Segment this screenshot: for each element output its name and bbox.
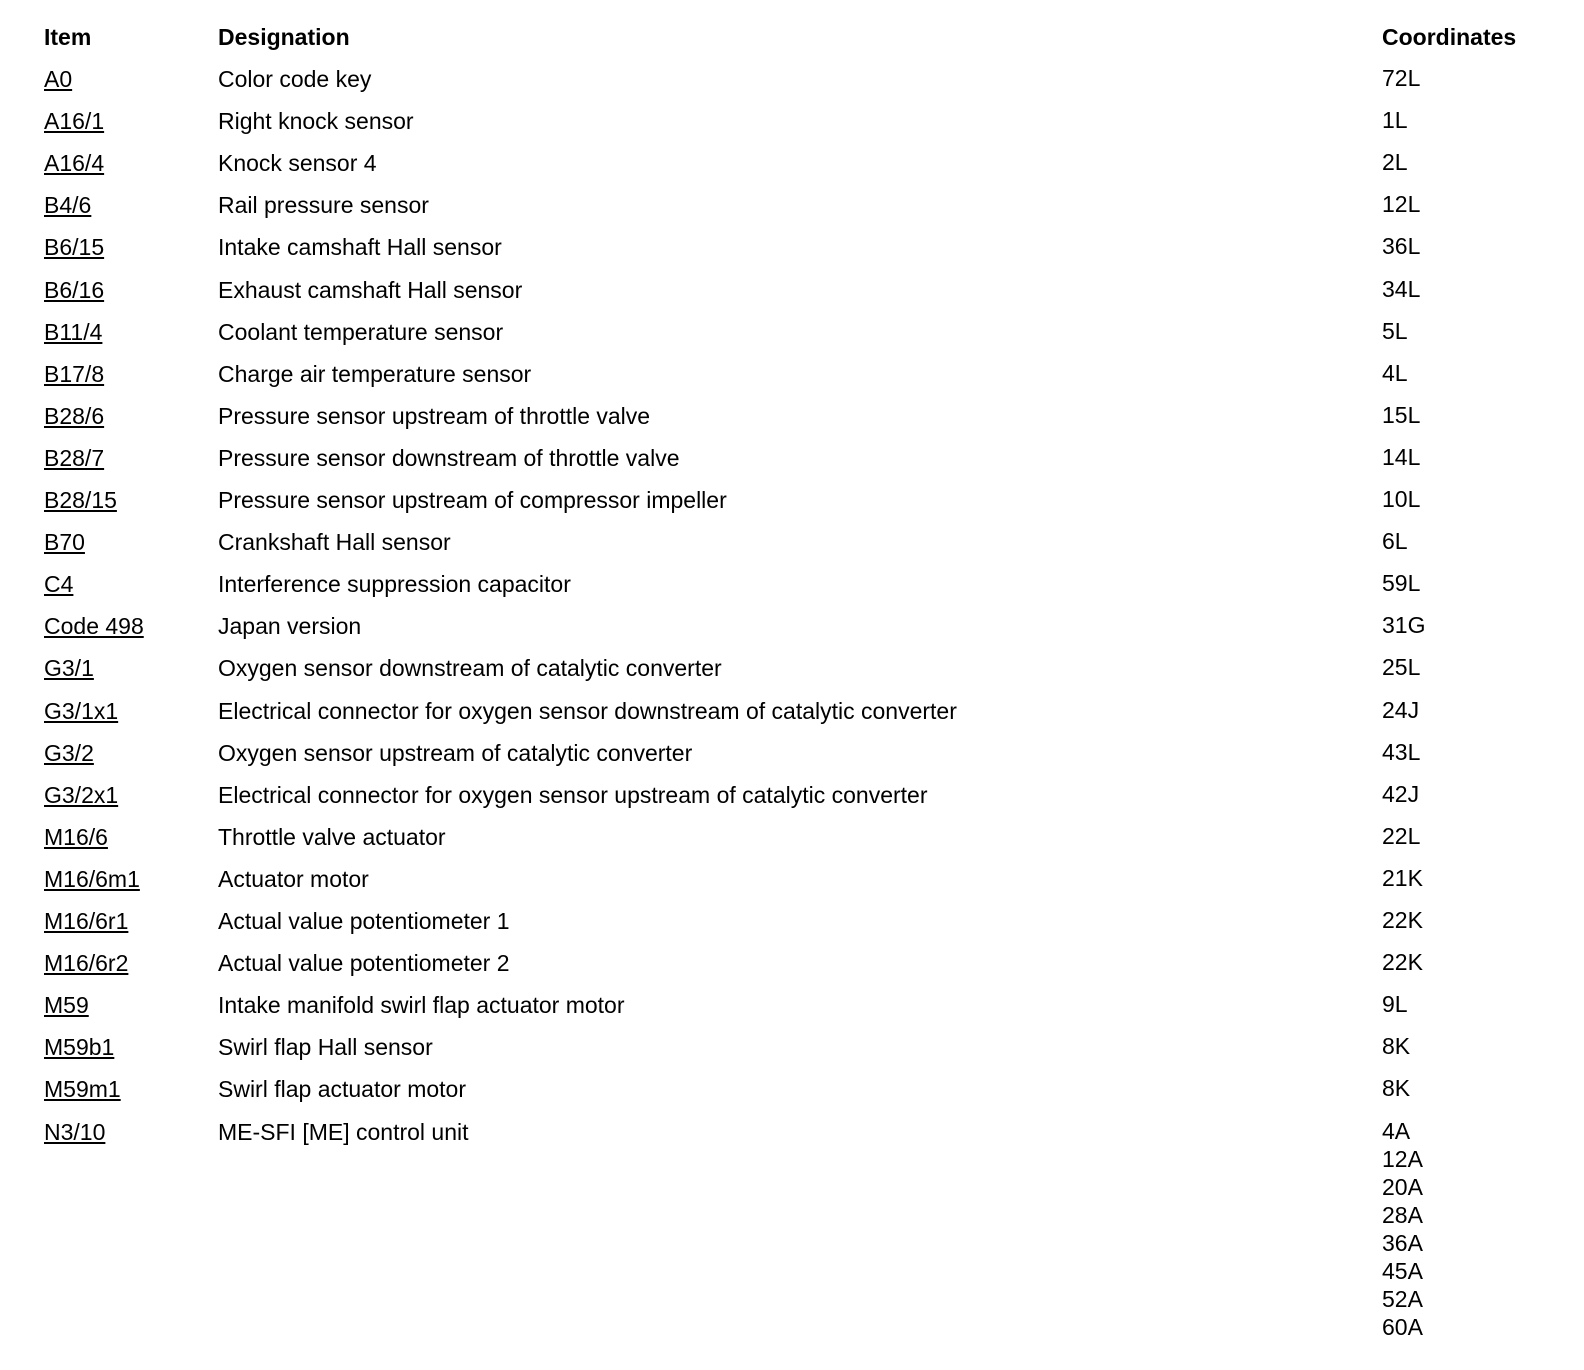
table-row	[0, 611, 1584, 653]
table-header-row	[0, 22, 1584, 64]
item-link[interactable]: B6/15	[44, 234, 105, 261]
coordinates-cell	[1382, 443, 1420, 471]
coordinate-value: 22K	[1382, 949, 1423, 976]
coordinates-cell	[1382, 64, 1420, 92]
designation-cell: ME-SFI [ME] control unit	[218, 1118, 469, 1145]
item-cell	[44, 990, 89, 1020]
coordinate-value: 28A	[1382, 1201, 1423, 1228]
coordinate-value: 12L	[1382, 191, 1421, 218]
header-item: Item	[44, 24, 92, 50]
item-cell	[44, 569, 73, 599]
designation-cell: Pressure sensor upstream of throttle valve	[218, 402, 651, 429]
coordinate-value: 45A	[1382, 1257, 1423, 1284]
coordinate-value: 31G	[1382, 612, 1426, 639]
item-cell	[44, 1074, 121, 1104]
coordinates-cell	[1382, 106, 1408, 134]
designation-cell: Oxygen sensor downstream of catalytic converter	[218, 655, 722, 682]
item-link[interactable]: A0	[44, 66, 73, 92]
coordinate-value: 4L	[1382, 359, 1408, 386]
item-link[interactable]: G3/1x1	[44, 697, 119, 724]
coordinate-value: 43L	[1382, 738, 1421, 765]
item-link[interactable]: G3/2	[44, 739, 94, 766]
coordinate-value: 1L	[1382, 107, 1408, 134]
item-cell	[44, 948, 128, 978]
coordinate-value: 59L	[1382, 570, 1421, 597]
designation-cell: Pressure sensor downstream of throttle valve	[218, 444, 680, 471]
coordinates-cell	[1382, 780, 1419, 808]
coordinate-value: 60A	[1382, 1313, 1423, 1340]
designation-cell: Oxygen sensor upstream of catalytic converter	[218, 739, 693, 766]
item-cell	[44, 359, 104, 389]
coordinate-value: 5L	[1382, 317, 1408, 344]
table-row	[0, 653, 1584, 695]
designation-cell: Interference suppression capacitor	[218, 571, 571, 598]
item-link[interactable]: M59b1	[44, 1034, 115, 1061]
designation-cell: Intake camshaft Hall sensor	[218, 234, 502, 261]
coordinates-cell	[1382, 738, 1420, 766]
item-link[interactable]: N3/10	[44, 1118, 106, 1145]
designation-cell: Electrical connector for oxygen sensor upstream of catalytic converter	[218, 781, 928, 808]
item-link[interactable]: B11/4	[44, 318, 103, 345]
item-link[interactable]: G3/1	[44, 655, 94, 682]
coordinates-cell	[1382, 527, 1408, 555]
item-cell	[44, 1032, 114, 1062]
coordinate-value: 72L	[1382, 65, 1421, 91]
designation-cell: Actual value potentiometer 1	[218, 908, 510, 934]
designation-cell: Swirl flap Hall sensor	[218, 1034, 433, 1061]
coordinate-value: 2L	[1382, 149, 1408, 176]
item-cell	[44, 822, 108, 852]
header-coordinates: Coordinates	[1382, 24, 1517, 50]
table-row	[0, 485, 1584, 527]
coordinates-cell	[1382, 232, 1420, 260]
coordinates-cell	[1382, 906, 1423, 934]
item-cell	[44, 653, 94, 683]
coordinate-value: 42J	[1382, 780, 1420, 807]
designation-cell: Color code key	[218, 66, 372, 92]
coordinate-value: 10L	[1382, 486, 1421, 512]
coordinates-cell	[1382, 359, 1408, 387]
table-row	[0, 401, 1584, 443]
coordinate-value: 20A	[1382, 1173, 1423, 1200]
item-link[interactable]: M16/6r1	[44, 908, 129, 934]
coordinates-cell	[1382, 148, 1408, 176]
designation-cell: Japan version	[218, 613, 362, 640]
item-cell	[44, 485, 117, 515]
designation-cell: Throttle valve actuator	[218, 823, 446, 850]
table-row	[0, 948, 1584, 990]
item-link[interactable]: B4/6	[44, 192, 92, 219]
designation-cell: Intake manifold swirl flap actuator motor	[218, 992, 625, 1019]
designation-cell: Electrical connector for oxygen sensor downstream of catalytic converter	[218, 697, 957, 724]
item-cell	[44, 64, 72, 94]
item-cell	[44, 443, 104, 473]
item-link[interactable]: M16/6m1	[44, 865, 140, 892]
table-row	[0, 106, 1584, 148]
designation-cell: Pressure sensor upstream of compressor impeller	[218, 487, 727, 513]
coordinates-cell	[1382, 990, 1408, 1018]
item-link[interactable]: Code 498	[44, 613, 144, 640]
item-link[interactable]: B28/15	[44, 487, 117, 513]
designation-cell: Swirl flap actuator motor	[218, 1076, 466, 1103]
item-cell	[44, 906, 128, 936]
item-link[interactable]: B17/8	[44, 360, 105, 387]
coordinates-cell	[1382, 1032, 1410, 1060]
table-row	[0, 317, 1584, 359]
coordinates-cell	[1382, 190, 1420, 218]
designation-cell: Coolant temperature sensor	[218, 318, 504, 345]
item-link[interactable]: M16/6	[44, 823, 108, 850]
item-cell	[44, 190, 91, 220]
coordinates-cell	[1382, 401, 1420, 429]
coordinate-value: 14L	[1382, 443, 1421, 470]
designation-cell: Crankshaft Hall sensor	[218, 529, 451, 556]
coordinates-cell	[1382, 864, 1423, 892]
designation-cell: Exhaust camshaft Hall sensor	[218, 276, 523, 303]
item-cell	[44, 738, 94, 768]
table-row	[0, 232, 1584, 274]
coordinate-value: 36L	[1382, 233, 1421, 260]
designation-cell: Charge air temperature sensor	[218, 360, 532, 387]
item-link[interactable]: G3/2x1	[44, 781, 119, 808]
coordinate-value: 8K	[1382, 1033, 1411, 1060]
coordinate-value: 21K	[1382, 864, 1423, 891]
coordinate-value: 22K	[1382, 907, 1423, 933]
table-row	[0, 148, 1584, 190]
header-designation: Designation	[218, 24, 350, 50]
item-cell	[44, 864, 140, 894]
coordinates-cell	[1382, 485, 1420, 513]
coordinate-value: 4A	[1382, 1117, 1411, 1144]
coordinate-value: 8K	[1382, 1075, 1411, 1102]
table-row	[0, 864, 1584, 906]
coordinates-cell	[1382, 653, 1420, 681]
table-row	[0, 1032, 1584, 1074]
coordinate-value: 36A	[1382, 1229, 1423, 1256]
table-row	[0, 359, 1584, 401]
table-row	[0, 822, 1584, 864]
item-cell	[44, 527, 85, 557]
table-row	[0, 64, 1584, 106]
item-link[interactable]: B6/16	[44, 276, 105, 303]
designation-cell: Knock sensor 4	[218, 150, 377, 177]
item-link[interactable]: A16/1	[44, 108, 105, 135]
coordinate-value: 6L	[1382, 528, 1408, 555]
item-cell	[44, 401, 104, 431]
table-row	[0, 275, 1584, 317]
table-row	[0, 527, 1584, 569]
table-row	[0, 569, 1584, 611]
item-link[interactable]: B28/7	[44, 444, 105, 471]
coordinates-cell	[1382, 822, 1420, 850]
item-cell	[44, 696, 118, 726]
item-cell	[44, 611, 144, 641]
designation-cell: Rail pressure sensor	[218, 192, 429, 219]
item-cell	[44, 232, 104, 262]
coordinate-value: 52A	[1382, 1285, 1423, 1312]
coordinate-value: 12A	[1382, 1145, 1423, 1172]
designation-cell: Right knock sensor	[218, 108, 414, 135]
coordinate-value: 9L	[1382, 991, 1408, 1018]
table-row	[0, 443, 1584, 485]
coordinates-cell	[1382, 569, 1420, 597]
coordinate-value: 25L	[1382, 654, 1421, 681]
item-link[interactable]: M59m1	[44, 1076, 121, 1103]
coordinate-value: 22L	[1382, 822, 1421, 849]
coordinates-cell	[1382, 275, 1420, 303]
item-link[interactable]: A16/4	[44, 150, 105, 177]
table-row	[0, 906, 1584, 948]
coordinate-value: 34L	[1382, 275, 1421, 302]
designation-cell: Actual value potentiometer 2	[218, 950, 510, 977]
item-cell	[44, 148, 104, 178]
coordinate-value: 15L	[1382, 401, 1421, 428]
table-row	[0, 1117, 1584, 1340]
table-row	[0, 990, 1584, 1032]
item-link[interactable]: M16/6r2	[44, 950, 129, 977]
item-link[interactable]: B70	[44, 529, 85, 556]
coordinates-cell	[1382, 1117, 1423, 1341]
coordinate-value: 24J	[1382, 696, 1420, 723]
designation-cell: Actuator motor	[218, 865, 369, 892]
table-row	[0, 1074, 1584, 1116]
item-cell	[44, 780, 118, 810]
coordinates-cell	[1382, 696, 1419, 724]
item-cell	[44, 275, 104, 305]
item-cell	[44, 317, 102, 347]
item-link[interactable]: B28/6	[44, 402, 105, 429]
coordinates-cell	[1382, 948, 1423, 976]
item-link[interactable]: C4	[44, 571, 74, 598]
item-link[interactable]: M59	[44, 992, 89, 1019]
table-row	[0, 780, 1584, 822]
coordinates-cell	[1382, 611, 1425, 639]
table-row	[0, 190, 1584, 232]
table-row	[0, 696, 1584, 738]
coordinates-cell	[1382, 1074, 1410, 1102]
item-cell	[44, 1117, 105, 1147]
item-cell	[44, 106, 104, 136]
table-row	[0, 738, 1584, 780]
coordinates-cell	[1382, 317, 1408, 345]
